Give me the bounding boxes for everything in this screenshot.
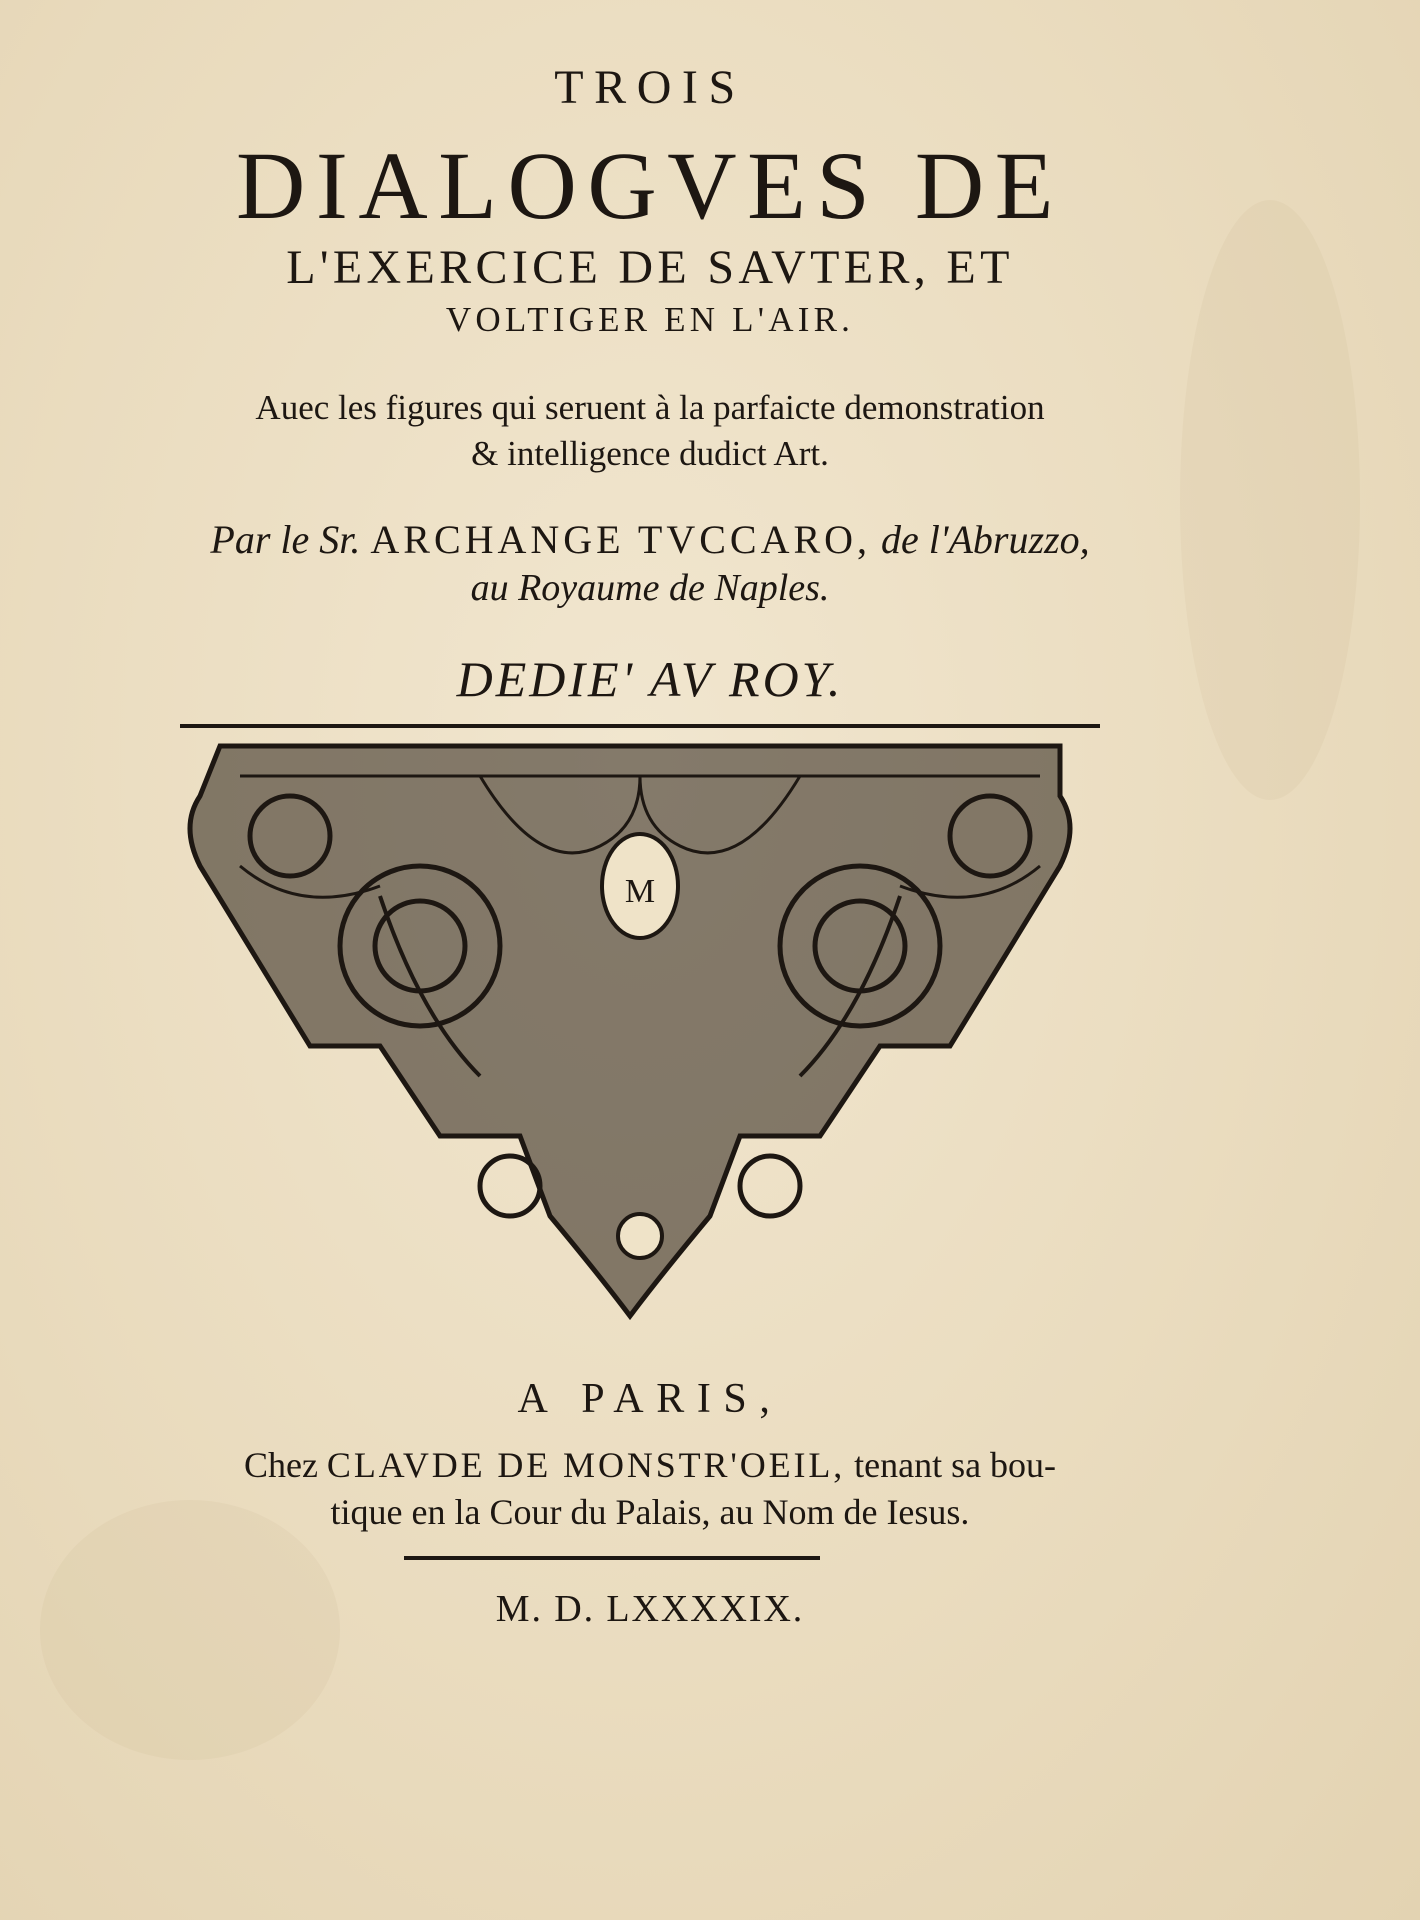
title-line-2: DIALOGVES DE [236, 132, 1064, 239]
ornament-monogram: M [624, 873, 656, 910]
author-line-2: au Royaume de Naples. [470, 567, 830, 609]
author-line [0, 516, 1300, 563]
title-line-3: L'EXERCICE DE SAVTER, ET [286, 241, 1014, 294]
printers-ornament [180, 716, 1100, 1356]
title-line-4: VOLTIGER EN L'AIR. [445, 300, 855, 339]
author-prefix: Par le Sr. [210, 517, 361, 562]
dedication: DEDIE' AV ROY. [456, 651, 844, 707]
imprint-date: M. D. LXXXXIX. [495, 1588, 805, 1630]
subtitle-line-1: Auec les figures qui seruent à la parfaicte demonstration [255, 388, 1045, 427]
printer-name: CLAVDE DE MONSTR'OEIL, [326, 1445, 846, 1485]
imprint-printer-line [0, 1444, 1300, 1486]
printer-rest: tenant sa bou- [854, 1445, 1057, 1485]
printer-prefix: Chez [243, 1445, 318, 1485]
imprint-city: A PARIS, [517, 1376, 783, 1422]
author-origin: de l'Abruzzo, [881, 517, 1090, 562]
subtitle-line-2: & intelligence dudict Art. [471, 434, 829, 473]
imprint-address: tique en la Cour du Palais, au Nom de Iesus. [330, 1492, 970, 1532]
imprint-rule [404, 1556, 820, 1560]
author-name: ARCHANGE TVCCARO, [370, 517, 872, 562]
title-line-1: TROIS [554, 61, 746, 114]
